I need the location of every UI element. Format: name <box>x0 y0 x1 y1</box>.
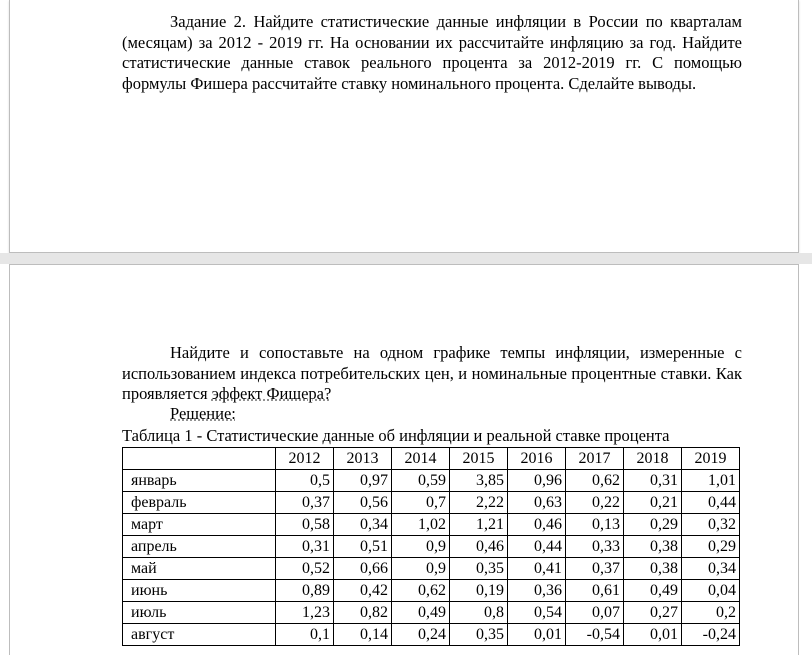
table-row <box>123 470 740 492</box>
table-cell: 0,21 <box>624 492 682 514</box>
table-cell: 0,54 <box>508 602 566 624</box>
table-cell: 0,9 <box>392 536 450 558</box>
table-cell: -0,54 <box>566 624 624 646</box>
table-cell: 0,44 <box>508 536 566 558</box>
table-cell: 0,8 <box>450 602 508 624</box>
table-cell: 3,85 <box>450 470 508 492</box>
table-cell: 0,38 <box>624 558 682 580</box>
question-paragraph <box>122 343 742 405</box>
table-cell: 0,56 <box>334 492 392 514</box>
table-row <box>123 580 740 602</box>
table-header-cell: 2015 <box>450 448 508 470</box>
table-cell: 0,31 <box>276 536 334 558</box>
table-cell: 0,59 <box>392 470 450 492</box>
table-cell: 0,46 <box>508 514 566 536</box>
table-cell: 0,32 <box>682 514 740 536</box>
table-cell: 0,27 <box>624 602 682 624</box>
table-cell: 0,49 <box>624 580 682 602</box>
table-cell: 0,52 <box>276 558 334 580</box>
row-label: апрель <box>123 536 276 558</box>
table-cell: 0,63 <box>508 492 566 514</box>
table-cell: 0,07 <box>566 602 624 624</box>
page-gap <box>0 253 812 264</box>
table-cell: 1,23 <box>276 602 334 624</box>
table-row <box>123 492 740 514</box>
task-text <box>122 12 742 94</box>
table-cell: -0,24 <box>682 624 740 646</box>
table-cell: 0,29 <box>682 536 740 558</box>
table-cell: 0,33 <box>566 536 624 558</box>
table-cell: 0,14 <box>334 624 392 646</box>
table-cell: 0,5 <box>276 470 334 492</box>
table-header-cell: 2014 <box>392 448 450 470</box>
table-header-cell: 2012 <box>276 448 334 470</box>
table-cell: 1,21 <box>450 514 508 536</box>
table-cell: 1,01 <box>682 470 740 492</box>
table-cell: 0,89 <box>276 580 334 602</box>
table-cell: 0,82 <box>334 602 392 624</box>
table-cell: 0,58 <box>276 514 334 536</box>
row-label: март <box>123 514 276 536</box>
table-cell: 0,22 <box>566 492 624 514</box>
table-cell: 0,42 <box>334 580 392 602</box>
table-row <box>123 602 740 624</box>
table-cell: 0,41 <box>508 558 566 580</box>
table-header-cell: 2016 <box>508 448 566 470</box>
table-row <box>123 624 740 646</box>
table-cell: 0,37 <box>276 492 334 514</box>
question-underlined-text: эффект Фишера? <box>211 384 332 403</box>
table-cell: 0,97 <box>334 470 392 492</box>
table-cell: 0,37 <box>566 558 624 580</box>
table-cell: 0,24 <box>392 624 450 646</box>
row-label: январь <box>123 470 276 492</box>
table-row <box>123 536 740 558</box>
table-header-cell <box>123 448 276 470</box>
table-header-cell: 2019 <box>682 448 740 470</box>
table-cell: 1,02 <box>392 514 450 536</box>
table-cell: 0,51 <box>334 536 392 558</box>
table-header-row <box>123 448 740 470</box>
inflation-table <box>122 447 740 646</box>
table-cell: 0,49 <box>392 602 450 624</box>
table-cell: 0,66 <box>334 558 392 580</box>
row-label: февраль <box>123 492 276 514</box>
row-label: июль <box>123 602 276 624</box>
table-cell: 0,31 <box>624 470 682 492</box>
table-cell: 0,62 <box>566 470 624 492</box>
table-cell: 2,22 <box>450 492 508 514</box>
task-paragraph: Задание 2. Найдите статистические данные инфляции в России по кварталам (месяцам) за 2012 - 2019 гг. На основании их рассчитайте инфляцию за год. Найдите статистические данные ставок реального процента за 2012-2019 гг. С помощью формулы Фишера рассчитайте ставку номинального процента. Сделайте выводы. <box>122 12 742 93</box>
table-row <box>123 514 740 536</box>
table-cell: 0,7 <box>392 492 450 514</box>
table-cell: 0,46 <box>450 536 508 558</box>
table-cell: 0,34 <box>334 514 392 536</box>
table-cell: 0,61 <box>566 580 624 602</box>
table-cell: 0,01 <box>624 624 682 646</box>
table-cell: 0,38 <box>624 536 682 558</box>
table-header-cell: 2018 <box>624 448 682 470</box>
table-cell: 0,1 <box>276 624 334 646</box>
table-header-cell: 2013 <box>334 448 392 470</box>
table-cell: 0,62 <box>392 580 450 602</box>
table-cell: 0,34 <box>682 558 740 580</box>
row-label: июнь <box>123 580 276 602</box>
table-cell: 0,2 <box>682 602 740 624</box>
table-cell: 0,9 <box>392 558 450 580</box>
document-page-2 <box>9 264 799 655</box>
table-cell: 0,35 <box>450 558 508 580</box>
table-cell: 0,35 <box>450 624 508 646</box>
table-cell: 0,04 <box>682 580 740 602</box>
row-label: май <box>123 558 276 580</box>
table-cell: 0,96 <box>508 470 566 492</box>
document-page-1 <box>9 0 799 253</box>
row-label: август <box>123 624 276 646</box>
table-cell: 0,29 <box>624 514 682 536</box>
question-text: Найдите и сопоставьте на одном графике темпы инфляции, измеренные с использованием индекса потребительских цен, и номинальные процентные ставки. Как проявляется <box>122 343 742 403</box>
table-cell: 0,19 <box>450 580 508 602</box>
table-cell: 0,01 <box>508 624 566 646</box>
table-cell: 0,36 <box>508 580 566 602</box>
table-cell: 0,44 <box>682 492 740 514</box>
table-cell: 0,13 <box>566 514 624 536</box>
table-header-cell: 2017 <box>566 448 624 470</box>
solution-label: Решение: <box>170 404 236 423</box>
table-row <box>123 558 740 580</box>
table-caption: Таблица 1 - Статистические данные об инфляции и реальной ставке процента <box>122 426 670 445</box>
